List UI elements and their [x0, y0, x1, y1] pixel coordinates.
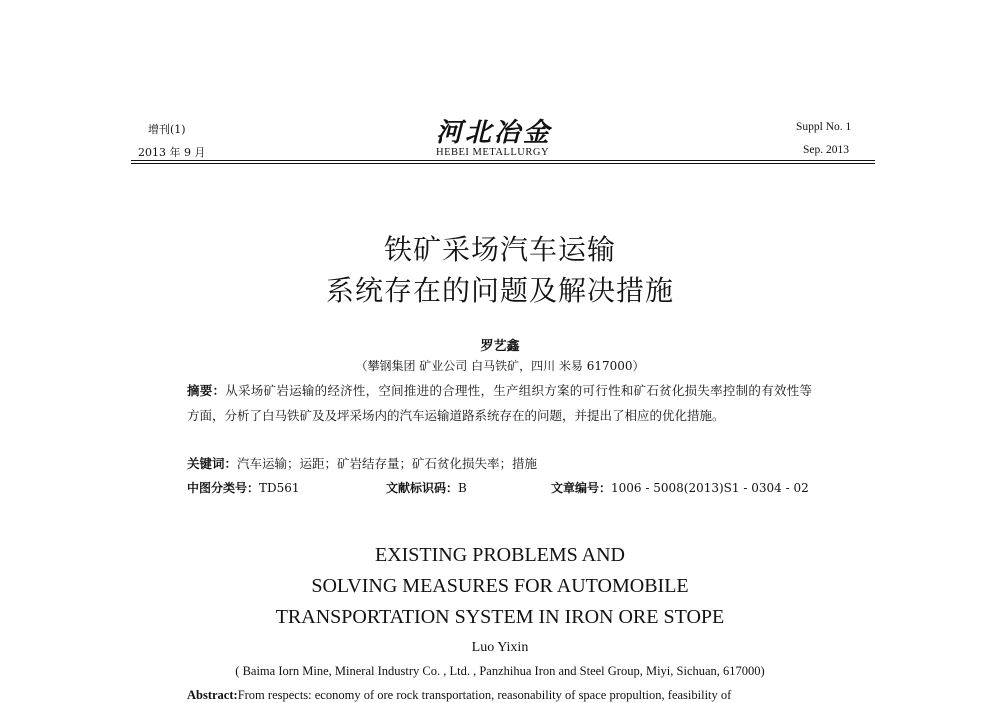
- clc-label: 中图分类号：: [187, 481, 260, 495]
- journal-issue-en: Suppl No. 1: [796, 121, 852, 133]
- keywords-cn-label: 关键词：: [187, 456, 238, 471]
- clc-number: [187, 479, 300, 496]
- paper-title-cn-line1: 铁矿采场汽车运输: [383, 233, 616, 266]
- author-en: Luo Yixin: [471, 640, 529, 655]
- article-number: [551, 479, 809, 496]
- paper-title-en-line1: EXISTING PROBLEMS AND: [374, 544, 626, 566]
- paper-title-en-line3: TRANSPORTATION SYSTEM IN IRON ORE STOPE: [275, 606, 725, 628]
- paper-title-cn-line2: 系统存在的问题及解决措施: [325, 274, 674, 307]
- journal-issue-cn: 增刊(1): [148, 123, 186, 136]
- paper-title-en-line2: SOLVING MEASURES FOR AUTOMOBILE: [311, 575, 689, 597]
- abstract-cn: [187, 378, 812, 428]
- abstract-cn-label: 摘要：: [187, 383, 226, 398]
- abstract-en-text: From respects: economy of ore rock transportation, reasonability of space propultion, feasibility of: [237, 688, 732, 702]
- journal-date-cn: 2013 年 9 月: [138, 146, 206, 159]
- abstract-cn-text: 从采场矿岩运输的经济性，空间推进的合理性，生产组织方案的可行性和矿石贫化损失率控制的有效性等方面，分析了白马铁矿及及坪采场内的汽车运输道路系统存在的问题，并提出了相应的优化措施。: [187, 383, 812, 423]
- abstract-en-label: Abstract:: [187, 688, 238, 702]
- article-label: 文章编号：: [551, 481, 612, 495]
- journal-logo: 河北冶金: [436, 118, 553, 148]
- author-cn: 罗艺鑫: [480, 339, 520, 354]
- document-code: [386, 479, 467, 496]
- journal-date-en: Sep. 2013: [803, 144, 849, 156]
- journal-name-en: HEBEI METALLURGY: [436, 147, 550, 158]
- clc-value: TD561: [259, 481, 300, 495]
- article-value: 1006 - 5008(2013)S1 - 0304 - 02: [611, 481, 809, 495]
- doc-label: 文献标识码：: [386, 481, 459, 495]
- header-rule-bottom: [131, 163, 875, 164]
- doc-value: B: [458, 481, 467, 495]
- header-rule-top: [131, 160, 875, 161]
- abstract-en: [187, 688, 812, 703]
- keywords-cn-text: 汽车运输；运距；矿岩结存量；矿石贫化损失率；措施: [237, 456, 538, 471]
- affiliation-cn: （攀钢集团 矿业公司 白马铁矿，四川 米易 617000）: [355, 359, 645, 373]
- keywords-cn: [187, 451, 812, 476]
- affiliation-en: ( Baima Iorn Mine, Mineral Industry Co. , Ltd. , Panzhihua Iron and Steel Group, Miyi, Sichuan, 617000): [235, 664, 765, 678]
